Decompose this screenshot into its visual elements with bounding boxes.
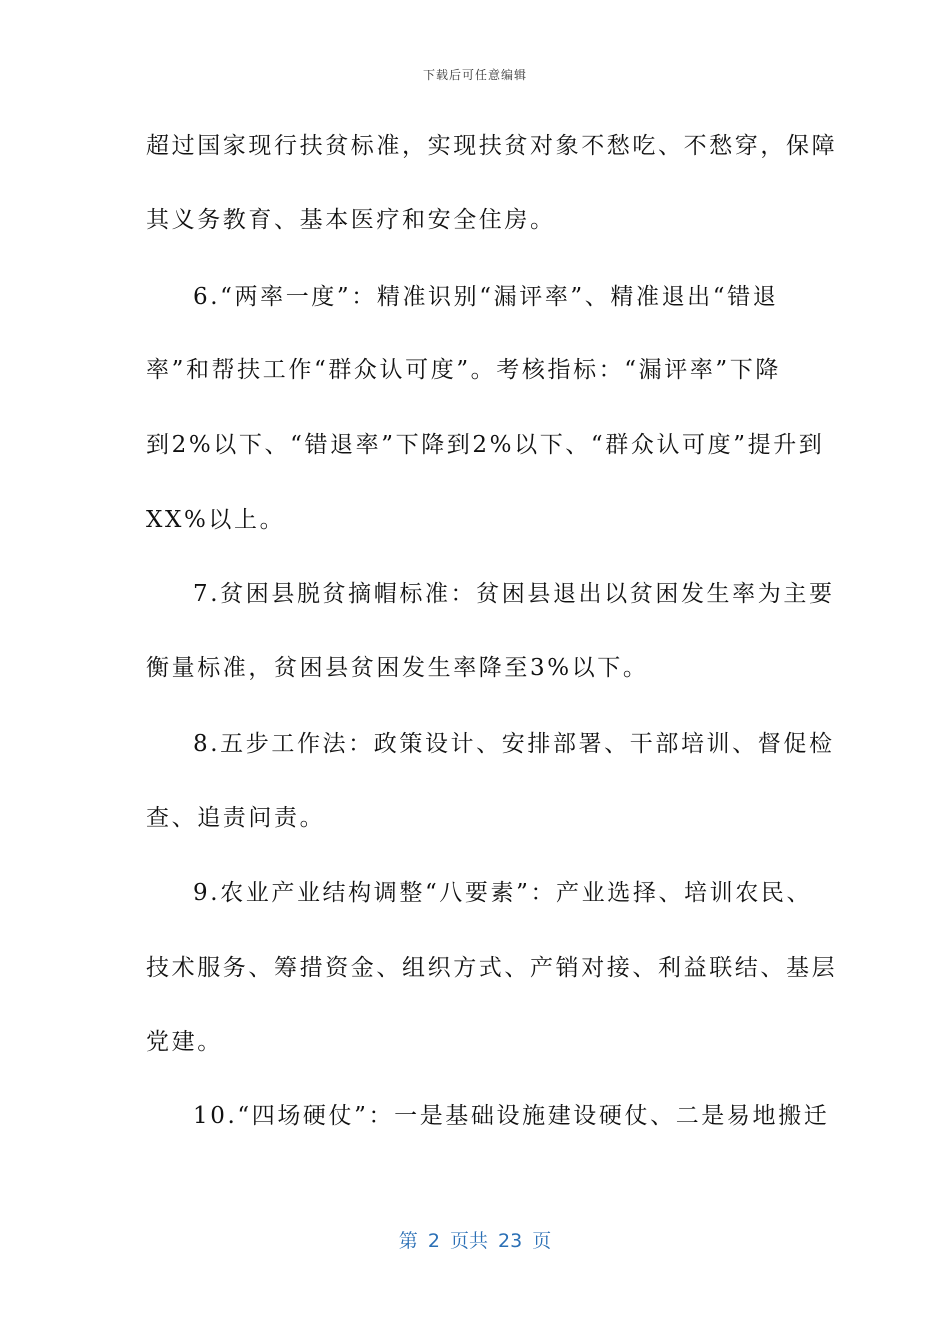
text-line: 9.农业产业结构调整“八要素”：产业选择、培训农民、 [193, 880, 813, 906]
text-line: 6.“两率一度”：精准识别“漏评率”、精准退出“错退 [193, 284, 779, 310]
page-header: 下载后可任意编辑 [422, 68, 527, 82]
text-line: 技术服务、筹措资金、组织方式、产销对接、利益联结、基层 [146, 955, 838, 981]
text-line: XX%以上。 [146, 507, 286, 533]
text-line: 查、追责问责。 [146, 805, 326, 831]
text-line: 超过国家现行扶贫标准，实现扶贫对象不愁吃、不愁穿，保障 [146, 133, 838, 159]
text-line: 到2%以下、“错退率”下降到2%以下、“群众认可度”提升到 [146, 432, 825, 458]
text-line: 党建。 [146, 1029, 223, 1055]
text-line: 率”和帮扶工作“群众认可度”。考核指标：“漏评率”下降 [146, 357, 781, 383]
text-line: 10.“四场硬仗”：一是基础设施建设硬仗、二是易地搬迁 [193, 1103, 830, 1129]
text-line: 7.贫困县脱贫摘帽标准：贫困县退出以贫困发生率为主要 [193, 581, 835, 607]
text-line: 衡量标准，贫困县贫困发生率降至3%以下。 [146, 655, 649, 681]
text-line: 8.五步工作法：政策设计、安排部署、干部培训、督促检 [193, 731, 835, 757]
text-line: 其义务教育、基本医疗和安全住房。 [146, 207, 556, 233]
page-footer: 第 2 页共 23 页 [398, 1230, 552, 1252]
